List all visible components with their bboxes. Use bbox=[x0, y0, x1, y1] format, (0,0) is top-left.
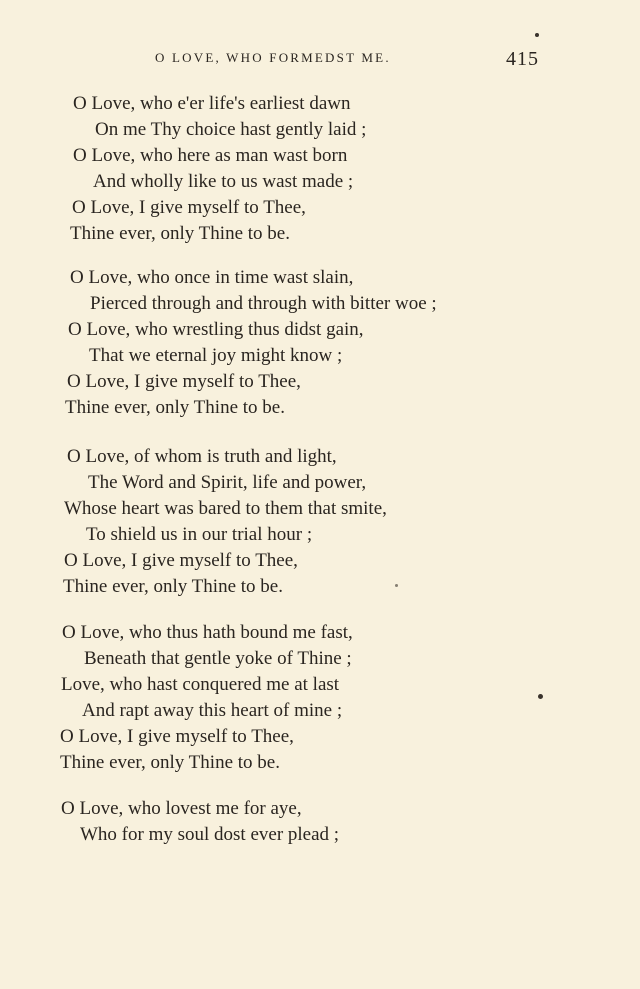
ink-speck bbox=[535, 33, 539, 37]
running-head bbox=[0, 48, 640, 72]
stanza-2 bbox=[0, 265, 640, 421]
verse-line: O Love, who lovest me for aye, bbox=[61, 798, 302, 819]
verse-line: And wholly like to us wast made ; bbox=[93, 171, 354, 192]
verse-line: O Love, who once in time wast slain, bbox=[70, 267, 354, 288]
verse-line: Thine ever, only Thine to be. bbox=[60, 752, 280, 773]
verse-line: O Love, who e'er life's earliest dawn bbox=[73, 93, 351, 114]
page-number: 415 bbox=[506, 48, 539, 70]
verse-line: Who for my soul dost ever plead ; bbox=[80, 824, 340, 845]
verse-line: Thine ever, only Thine to be. bbox=[63, 576, 283, 597]
verse-line: Thine ever, only Thine to be. bbox=[70, 223, 290, 244]
verse-line: To shield us in our trial hour ; bbox=[86, 524, 313, 545]
verse-line: Love, who hast conquered me at last bbox=[61, 674, 340, 695]
stanza-3 bbox=[0, 444, 640, 600]
verse-line: O Love, of whom is truth and light, bbox=[67, 446, 337, 467]
verse-line: Thine ever, only Thine to be. bbox=[65, 397, 285, 418]
verse-line: Whose heart was bared to them that smite, bbox=[64, 498, 387, 519]
verse-line: On me Thy choice hast gently laid ; bbox=[95, 119, 367, 140]
verse-line: O Love, who here as man wast born bbox=[73, 145, 348, 166]
verse-line: The Word and Spirit, life and power, bbox=[88, 472, 367, 493]
verse-line: That we eternal joy might know ; bbox=[89, 345, 343, 366]
verse-line: Beneath that gentle yoke of Thine ; bbox=[84, 648, 352, 669]
verse-line: O Love, I give myself to Thee, bbox=[72, 197, 306, 218]
stanza-1 bbox=[0, 91, 640, 247]
verse-line: O Love, who thus hath bound me fast, bbox=[62, 622, 353, 643]
verse-line: O Love, I give myself to Thee, bbox=[67, 371, 301, 392]
stanza-5 bbox=[0, 796, 640, 848]
running-title: O LOVE, WHO FORMEDST ME. bbox=[155, 50, 391, 65]
verse-line: O Love, I give myself to Thee, bbox=[64, 550, 298, 571]
verse-line: O Love, who wrestling thus didst gain, bbox=[68, 319, 364, 340]
verse-line: Pierced through and through with bitter woe ; bbox=[90, 293, 437, 314]
verse-line: And rapt away this heart of mine ; bbox=[82, 700, 343, 721]
stanza-4 bbox=[0, 620, 640, 776]
verse-line: O Love, I give myself to Thee, bbox=[60, 726, 294, 747]
